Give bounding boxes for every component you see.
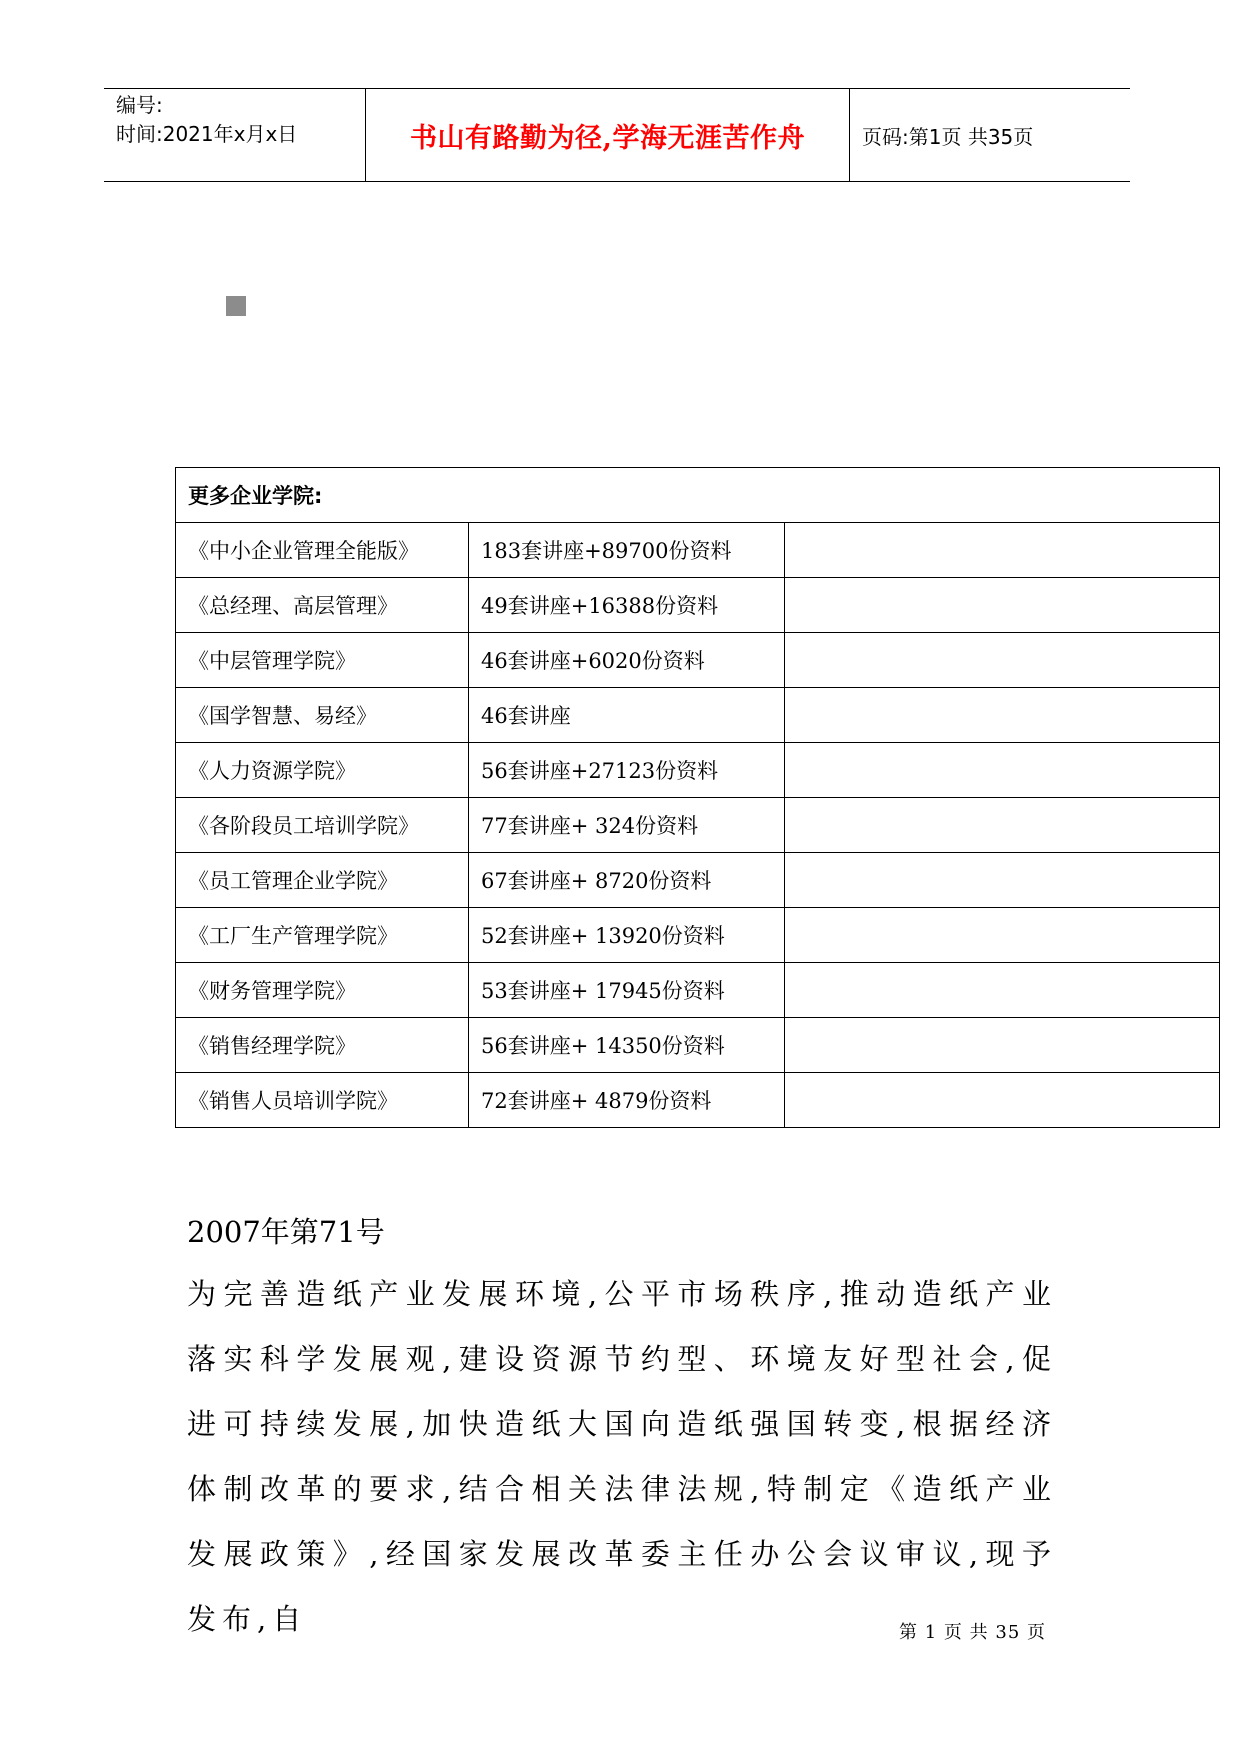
academy-content-cell: 183套讲座+89700份资料 xyxy=(469,523,785,578)
academy-empty-cell xyxy=(785,963,1220,1018)
table-row xyxy=(176,743,1220,798)
table-row xyxy=(176,1073,1220,1128)
academy-name-cell: 《中层管理学院》 xyxy=(176,633,469,688)
academy-content-cell: 77套讲座+ 324份资料 xyxy=(469,798,785,853)
academy-empty-cell xyxy=(785,688,1220,743)
table-row xyxy=(176,578,1220,633)
table-row xyxy=(176,1018,1220,1073)
academy-empty-cell xyxy=(785,908,1220,963)
academy-name-cell: 《工厂生产管理学院》 xyxy=(176,908,469,963)
table-row xyxy=(176,853,1220,908)
table-row xyxy=(176,523,1220,578)
square-bullet-icon xyxy=(226,296,246,316)
academy-name-cell: 《各阶段员工培训学院》 xyxy=(176,798,469,853)
academy-empty-cell xyxy=(785,523,1220,578)
academy-content-cell: 46套讲座+6020份资料 xyxy=(469,633,785,688)
academy-empty-cell xyxy=(785,633,1220,688)
academy-content-cell: 53套讲座+ 17945份资料 xyxy=(469,963,785,1018)
academy-table xyxy=(175,467,1220,1128)
academy-name-cell: 《销售经理学院》 xyxy=(176,1018,469,1073)
academy-name-cell: 《总经理、高层管理》 xyxy=(176,578,469,633)
table-row xyxy=(176,688,1220,743)
academy-content-cell: 56套讲座+ 14350份资料 xyxy=(469,1018,785,1073)
academy-name-cell: 《国学智慧、易经》 xyxy=(176,688,469,743)
academy-empty-cell xyxy=(785,853,1220,908)
academy-name-cell: 《销售人员培训学院》 xyxy=(176,1073,469,1128)
academy-empty-cell xyxy=(785,743,1220,798)
document-number: 2007年第71号 xyxy=(187,1215,385,1249)
document-body xyxy=(187,1262,1057,1652)
academy-empty-cell xyxy=(785,578,1220,633)
page-footer: 第 1 页 共 35 页 xyxy=(899,1622,1046,1643)
academy-empty-cell xyxy=(785,1018,1220,1073)
header-page-info: 页码:第1页 共35页 xyxy=(862,124,1034,149)
academy-title: 更多企业学院: xyxy=(176,468,1220,523)
table-row xyxy=(176,798,1220,853)
academy-content-cell: 72套讲座+ 4879份资料 xyxy=(469,1073,785,1128)
academy-empty-cell xyxy=(785,798,1220,853)
table-row xyxy=(176,908,1220,963)
body-paragraph: 为完善造纸产业发展环境,公平市场秩序,推动造纸产业落实科学发展观,建设资源节约型、环境友好型社会,促进可持续发展,加快造纸大国向造纸强国转变,根据经济体制改革的要求,结合相关法律法规,特制定《造纸产业发展政策》,经国家发展改革委主任办公会议审议,现予发布,自 xyxy=(187,1277,1058,1636)
table-row xyxy=(176,963,1220,1018)
header-motto: 书山有路勤为径,学海无涯苦作舟 xyxy=(366,89,850,181)
academy-name-cell: 《财务管理学院》 xyxy=(176,963,469,1018)
academy-content-cell: 49套讲座+16388份资料 xyxy=(469,578,785,633)
academy-content-cell: 52套讲座+ 13920份资料 xyxy=(469,908,785,963)
academy-empty-cell xyxy=(785,1073,1220,1128)
academy-name-cell: 《员工管理企业学院》 xyxy=(176,853,469,908)
academy-content-cell: 67套讲座+ 8720份资料 xyxy=(469,853,785,908)
academy-name-cell: 《人力资源学院》 xyxy=(176,743,469,798)
academy-name-cell: 《中小企业管理全能版》 xyxy=(176,523,469,578)
table-row xyxy=(176,633,1220,688)
document-time-label: 时间:2021年x月x日 xyxy=(116,122,298,146)
academy-content-cell: 56套讲座+27123份资料 xyxy=(469,743,785,798)
document-number-label: 编号: xyxy=(116,93,163,117)
document-header xyxy=(104,88,1130,182)
academy-content-cell: 46套讲座 xyxy=(469,688,785,743)
academy-title-row xyxy=(176,468,1220,523)
header-meta xyxy=(104,89,366,181)
